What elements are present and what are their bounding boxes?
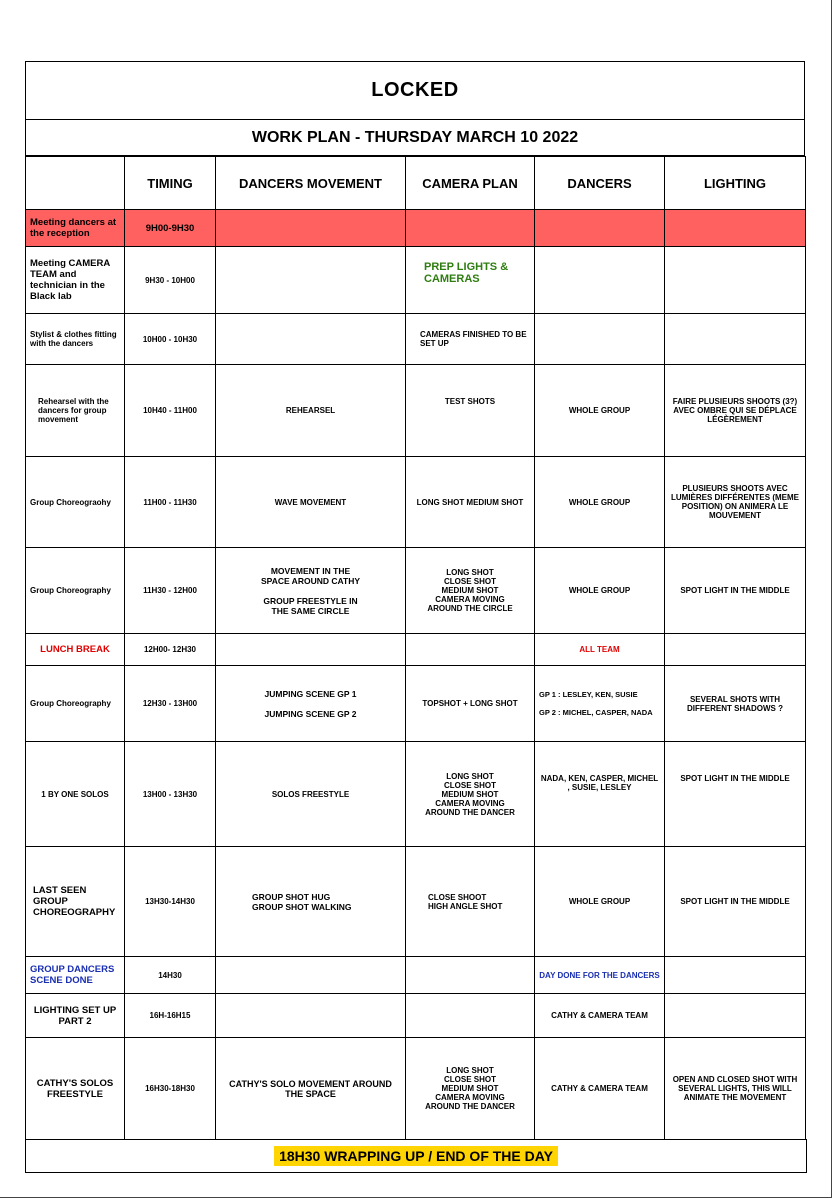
dancers-line: GP 2 : MICHEL, CASPER, NADA — [539, 708, 653, 717]
header-row — [26, 157, 806, 210]
lighting-cell: OPEN AND CLOSED SHOT WITH SEVERAL LIGHTS, THIS WILL ANIMATE THE MOVEMENT — [665, 1038, 806, 1140]
timing-cell: 14H30 — [125, 957, 216, 994]
movement-cell — [216, 548, 406, 634]
lighting-cell: PLUSIEURS SHOOTS AVEC LUMIÈRES DIFFÉRENTES (MEME POSITION) ON ANIMERA LE MOUVEMENT — [665, 457, 806, 548]
dancers-cell — [535, 314, 665, 365]
camera-cell — [406, 742, 535, 847]
dancers-cell — [535, 666, 665, 742]
activity-cell: Group Choreography — [26, 666, 125, 742]
document-subtitle: WORK PLAN - THURSDAY MARCH 10 2022 — [25, 120, 805, 156]
movement-line: JUMPING SCENE GP 1 — [264, 688, 357, 699]
activity-cell: Group Choreograohy — [26, 457, 125, 548]
movement-line — [220, 586, 401, 596]
camera-line: MEDIUM SHOT — [441, 789, 499, 799]
activity-cell: Stylist & clothes fitting with the dancers — [26, 314, 125, 365]
timing-cell: 16H30-18H30 — [125, 1038, 216, 1140]
movement-line: SPACE AROUND CATHY — [260, 575, 360, 586]
movement-line: THE SAME CIRCLE — [271, 605, 350, 616]
camera-cell — [406, 957, 535, 994]
table-row — [26, 1038, 806, 1140]
dancers-cell: WHOLE GROUP — [535, 847, 665, 957]
timing-cell: 13H30-14H30 — [125, 847, 216, 957]
timing-cell: 12H30 - 13H00 — [125, 666, 216, 742]
activity-cell: Rehearsel with the dancers for group movement — [26, 365, 125, 457]
activity-cell: Meeting CAMERA TEAM and technician in the Black lab — [26, 247, 125, 314]
timing-cell: 9H00-9H30 — [125, 210, 216, 247]
camera-line: CAMERA MOVING — [435, 1093, 505, 1102]
camera-line: HIGH ANGLE SHOT — [428, 901, 503, 911]
camera-cell — [406, 210, 535, 247]
activity-cell: LUNCH BREAK — [26, 634, 125, 666]
dancers-cell: WHOLE GROUP — [535, 365, 665, 457]
dancers-cell: WHOLE GROUP — [535, 548, 665, 634]
timing-cell: 13H00 - 13H30 — [125, 742, 216, 847]
camera-line: MEDIUM SHOT — [441, 1084, 499, 1093]
table-row — [26, 247, 806, 314]
timing-cell: 9H30 - 10H00 — [125, 247, 216, 314]
header-dancers: DANCERS — [535, 157, 665, 210]
dancers-line: GP 1 : LESLEY, KEN, SUSIE — [539, 690, 638, 699]
timing-cell: 16H-16H15 — [125, 994, 216, 1038]
movement-line: JUMPING SCENE GP 2 — [264, 708, 357, 719]
camera-line: CAMERA MOVING — [435, 798, 505, 808]
table-row — [26, 957, 806, 994]
dancers-line — [539, 699, 660, 708]
dancers-cell — [535, 210, 665, 247]
movement-line: GROUP FREESTYLE IN — [263, 595, 358, 606]
activity-cell: Group Choreography — [26, 548, 125, 634]
movement-line: MOVEMENT IN THE — [270, 565, 351, 576]
timing-cell: 10H00 - 10H30 — [125, 314, 216, 365]
camera-line: CLOSE SHOT — [443, 780, 496, 790]
camera-cell — [406, 994, 535, 1038]
lighting-cell — [665, 634, 806, 666]
camera-line: CAMERA MOVING — [435, 595, 505, 604]
camera-cell: TOPSHOT + LONG SHOT — [406, 666, 535, 742]
camera-line: AROUND THE DANCER — [425, 807, 515, 817]
table-row — [26, 457, 806, 548]
lighting-cell — [665, 314, 806, 365]
lighting-cell: FAIRE PLUSIEURS SHOOTS (3?) AVEC OMBRE QUI SE DÉPLACE LÉGÈREMENT — [665, 365, 806, 457]
camera-cell: PREP LIGHTS & CAMERAS — [406, 247, 535, 314]
table-row — [26, 666, 806, 742]
camera-cell: LONG SHOT MEDIUM SHOT — [406, 457, 535, 548]
lighting-cell — [665, 210, 806, 247]
movement-cell: CATHY'S SOLO MOVEMENT AROUND THE SPACE — [216, 1038, 406, 1140]
camera-cell — [406, 548, 535, 634]
footer-row — [25, 1139, 807, 1173]
lighting-cell — [665, 994, 806, 1038]
header-timing: TIMING — [125, 157, 216, 210]
camera-cell — [406, 847, 535, 957]
camera-cell — [406, 1038, 535, 1140]
movement-cell — [216, 994, 406, 1038]
movement-cell — [216, 847, 406, 957]
movement-cell — [216, 666, 406, 742]
camera-line: CLOSE SHOOT — [428, 892, 487, 902]
lighting-cell: SEVERAL SHOTS WITH DIFFERENT SHADOWS ? — [665, 666, 806, 742]
timing-cell: 11H00 - 11H30 — [125, 457, 216, 548]
camera-cell — [406, 634, 535, 666]
table-row — [26, 847, 806, 957]
movement-line: GROUP SHOT HUG — [252, 891, 331, 902]
movement-cell: WAVE MOVEMENT — [216, 457, 406, 548]
table-row — [26, 314, 806, 365]
movement-line — [220, 699, 401, 709]
lighting-cell — [665, 957, 806, 994]
camera-cell: TEST SHOTS — [406, 365, 535, 457]
movement-cell — [216, 634, 406, 666]
movement-cell: SOLOS FREESTYLE — [216, 742, 406, 847]
document-title: LOCKED — [25, 61, 805, 120]
camera-line: AROUND THE DANCER — [425, 1102, 515, 1111]
movement-cell: REHEARSEL — [216, 365, 406, 457]
dancers-cell: CATHY & CAMERA TEAM — [535, 1038, 665, 1140]
activity-cell: Meeting dancers at the reception — [26, 210, 125, 247]
dancers-cell: WHOLE GROUP — [535, 457, 665, 548]
activity-cell: CATHY'S SOLOS FREESTYLE — [26, 1038, 125, 1140]
header-activity — [26, 157, 125, 210]
movement-cell — [216, 957, 406, 994]
table-row — [26, 742, 806, 847]
lighting-cell: SPOT LIGHT IN THE MIDDLE — [665, 548, 806, 634]
end-of-day-label: 18H30 WRAPPING UP / END OF THE DAY — [274, 1146, 558, 1166]
timing-cell: 10H40 - 11H00 — [125, 365, 216, 457]
dancers-cell: NADA, KEN, CASPER, MICHEL , SUSIE, LESLEY — [535, 742, 665, 847]
dancers-cell — [535, 247, 665, 314]
table-row — [26, 994, 806, 1038]
table-row — [26, 210, 806, 247]
schedule-table — [25, 156, 806, 1140]
header-dancers-movement: DANCERS MOVEMENT — [216, 157, 406, 210]
dancers-cell: ALL TEAM — [535, 634, 665, 666]
table-row — [26, 634, 806, 666]
header-camera-plan: CAMERA PLAN — [406, 157, 535, 210]
table-row — [26, 548, 806, 634]
activity-cell: LIGHTING SET UP PART 2 — [26, 994, 125, 1038]
movement-cell — [216, 247, 406, 314]
timing-cell: 11H30 - 12H00 — [125, 548, 216, 634]
camera-line: AROUND THE CIRCLE — [427, 604, 513, 613]
lighting-cell: SPOT LIGHT IN THE MIDDLE — [665, 742, 806, 847]
table-row — [26, 365, 806, 457]
camera-cell: CAMERAS FINISHED TO BE SET UP — [406, 314, 535, 365]
camera-line: LONG SHOT — [446, 568, 494, 577]
camera-line: LONG SHOT — [446, 1066, 494, 1075]
dancers-cell: CATHY & CAMERA TEAM — [535, 994, 665, 1038]
timing-cell: 12H00- 12H30 — [125, 634, 216, 666]
activity-cell: GROUP DANCERS SCENE DONE — [26, 957, 125, 994]
movement-cell — [216, 210, 406, 247]
work-plan-sheet — [25, 61, 805, 1140]
lighting-cell: SPOT LIGHT IN THE MIDDLE — [665, 847, 806, 957]
camera-line: CLOSE SHOT — [443, 577, 496, 586]
movement-line: GROUP SHOT WALKING — [252, 901, 352, 912]
dancers-cell: DAY DONE FOR THE DANCERS — [535, 957, 665, 994]
movement-cell — [216, 314, 406, 365]
header-lighting: LIGHTING — [665, 157, 806, 210]
camera-line: MEDIUM SHOT — [441, 586, 499, 595]
camera-line: CLOSE SHOT — [443, 1075, 496, 1084]
lighting-cell — [665, 247, 806, 314]
activity-cell: LAST SEEN GROUP CHOREOGRAPHY — [26, 847, 125, 957]
camera-line: LONG SHOT — [446, 771, 494, 781]
activity-cell: 1 BY ONE SOLOS — [26, 742, 125, 847]
